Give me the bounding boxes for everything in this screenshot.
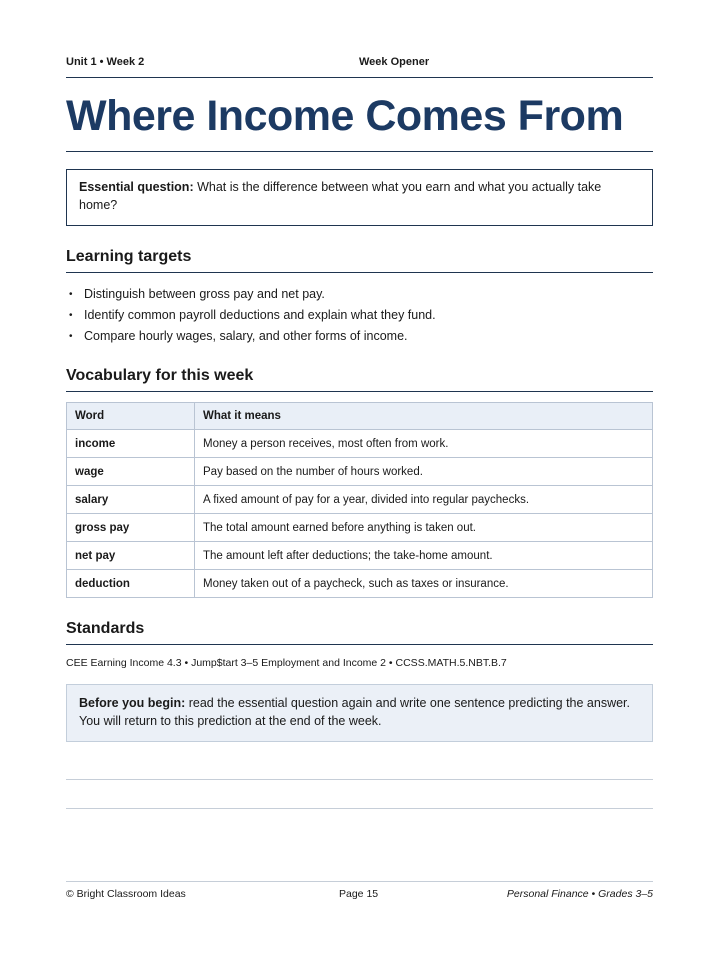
table-row <box>67 430 653 458</box>
essential-question-label: Essential question: <box>79 180 194 194</box>
writing-line <box>66 779 653 780</box>
learning-targets-list <box>66 284 653 347</box>
before-you-begin-text: read the essential question again and write one sentence predicting the answer. You will return to this prediction at the end of the week. <box>79 696 631 728</box>
section-label: Week Opener <box>359 56 430 68</box>
before-you-begin-label: Before you begin: <box>79 696 186 710</box>
vocab-word: income <box>67 430 195 458</box>
page-header <box>66 56 653 78</box>
column-header-word: Word <box>67 403 195 430</box>
table-row <box>67 514 653 542</box>
vocabulary-heading: Vocabulary for this week <box>66 367 653 392</box>
learning-targets-heading: Learning targets <box>66 248 653 273</box>
vocab-word: gross pay <box>67 514 195 542</box>
vocab-meaning: Money taken out of a paycheck, such as taxes or insurance. <box>195 570 653 598</box>
before-you-begin-box <box>66 684 653 742</box>
vocab-meaning: Pay based on the number of hours worked. <box>195 458 653 486</box>
vocab-meaning: A fixed amount of pay for a year, divided into regular paychecks. <box>195 486 653 514</box>
page-footer <box>66 881 653 903</box>
vocab-meaning: Money a person receives, most often from work. <box>195 430 653 458</box>
list-item: • Compare hourly wages, salary, and other forms of income. <box>66 326 653 347</box>
column-header-meaning: What it means <box>195 403 653 430</box>
writing-line <box>66 808 653 809</box>
vocab-word: wage <box>67 458 195 486</box>
table-row <box>67 486 653 514</box>
vocab-meaning: The amount left after deductions; the take-home amount. <box>195 542 653 570</box>
vocabulary-table <box>66 402 653 598</box>
title-divider <box>66 151 653 152</box>
publisher-credit: © Bright Classroom Ideas <box>66 888 186 900</box>
list-item: • Distinguish between gross pay and net pay. <box>66 284 653 305</box>
list-item: • Identify common payroll deductions and explain what they fund. <box>66 305 653 326</box>
table-row <box>67 570 653 598</box>
standards-heading: Standards <box>66 620 653 645</box>
unit-week-label: Unit 1 • Week 2 <box>66 56 145 68</box>
essential-question-box <box>66 169 653 226</box>
table-header-row <box>67 403 653 430</box>
vocab-meaning: The total amount earned before anything is taken out. <box>195 514 653 542</box>
course-label: Personal Finance • Grades 3–5 <box>506 888 653 900</box>
essential-question-text: What is the difference between what you earn and what you actually take home? <box>79 180 602 212</box>
page-number: Page 15 <box>339 888 379 900</box>
standards-text: CEE Earning Income 4.3 • Jump$tart 3–5 Employment and Income 2 • CCSS.MATH.5.NBT.B.7 <box>66 657 507 669</box>
table-row <box>67 458 653 486</box>
vocab-word: deduction <box>67 570 195 598</box>
vocab-word: net pay <box>67 542 195 570</box>
vocab-word: salary <box>67 486 195 514</box>
table-row <box>67 542 653 570</box>
page-title: Where Income Comes From <box>66 92 624 140</box>
